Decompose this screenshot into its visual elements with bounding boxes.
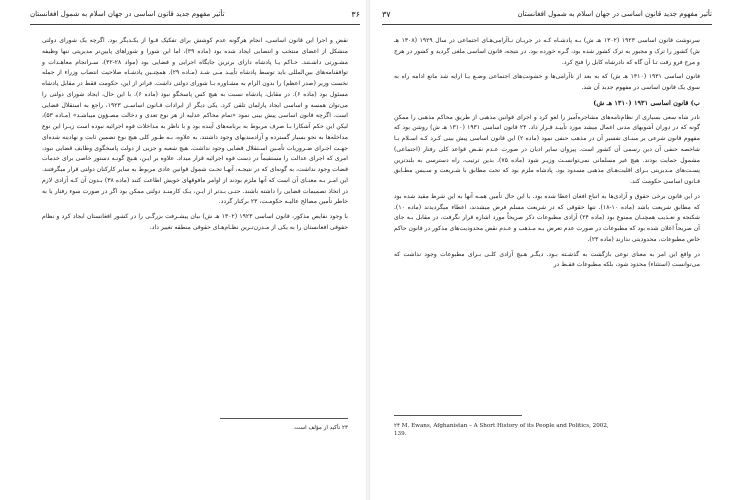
footnote: ۲۳ تأکید از مؤلف است. (293, 425, 348, 431)
paragraph: قانون اساسی ۱۹۳۱ (۱۳۱۰ هـ ش) که به بعد از ناآرامی‌ها و خشونت‌های اجتماعی وضـع یـا ارایه شد مانع ادامه راه به سوی یک قانون اساسی در مفهوم جدید آن شد. (394, 73, 700, 91)
footnote-rule (220, 418, 348, 419)
header-rule (30, 24, 360, 25)
header-rule (382, 24, 712, 25)
paragraph: در این قانون برخی حقوق و آزادی‌ها به اتباع افغان اعطا شده بود. با این حال تأمین همـه آنها به این شرط مقید شده بود که مطابق شریعت باشد (ماده ۱۰-۱۸). تنها حقوقی که در شریعت مسلم فرض میشدند، اعطاء میگردیدند (ماده ۱۰). شکنجه و تعـذیب همچنـان ممنوع بود (ماده ۲۴) آزادی مطبوعات ذکر صریحاً مورد اشاره قرار نگرفت، در مقابل بـه جای آن صریحاً اعلان شده بود که مطبوعات در صورت عدم تعرض بـه مـذهب و عـدم نقض محدودیت‌های مذکور در قانون حاکم خاص مطبوعات، محدودیتی ندارند (ماده ۲۳). (394, 192, 700, 243)
paragraph: در واقع این امر به معنای نوعی بازگشت به گذشـته بـود. دیگـر هـیچ آزادی کلـی بـرای مطبوعات وجود نداشت که می‌توانست (استثناء) محدود شود، بلکه مطبوعات فقـط در (394, 250, 700, 269)
book-gutter (366, 0, 370, 500)
footnote (394, 422, 700, 438)
running-title: تأثیر مفهوم جدید قانون اساسی در جهان اسلام به شمول افغانستان (30, 10, 225, 18)
right-page (372, 0, 722, 500)
left-page-body (42, 36, 348, 238)
page-number: ۳۶ (351, 10, 360, 19)
paragraph: با وجود نقایص مذکور، قانون اساسی ۱۹۲۳ (۱۳۰۲ هـ ش) بیان پیشـرفت بزرگـی را در کشور افغانستان ایجاد کرد و نظام حقوقی افغانستان را به یکی از مـدرن‌تـرین نظـام‌هـای حقوقی منطقه تغییر داد. (42, 213, 348, 231)
paragraph: نقض و اجرا این قانون اساسی، انجام هرگونه عدم کوشش برای تفکیک قـوا از یکـدیگر بود. اگرچه یک شورای دولتی متشکل از اعضای منتخب و انتصابی ایجاد شده بود (ماده ۳۹)، اما این شورا و شوراهای پایین‌تر مدیریتی تنها وظیفه مشـورتی داشـتند. حـاکم یـا پادشاه دارای برترین جایگاه اجرایی و قضایی بود (مواد ۲۸-۳۲)، سـراتجام معاهـدات و توافقنامه‌های بین‌المللی باید توسط پادشاه تأییـد مـی شـد (مـاده ۲۹). همچنـین پادشـاه صلاحیت انتصاب وزراء از جمله نخست وزیر (صدر اعظم) را بدون الزام به مشـاوره بـا شورای دولتی داشت. فراتر از این، حکومت فقط در مقابل پادشاه مسئول بود (ماده ۶). در مقابل، پادشاه نسبت به هیچ کس پاسخگو نبود (ماده ۶). با این حال، ایجاد شورای دولتی را می‌توان همسه و اساسی ایجاد پارلمان تلقی کرد. یکی دیگر از ایرادات قـانون اساسـی ۱۹۲۳، راجع به استقلال قضایی است. اگرچه قانون اساسی پیش بینی نمود «تمام محاکم عدلیه از هر نوع تعدی و دخالت مصـؤون میباشـد» (مـاده ۵۳)، لیکن این حکم آشکارا بـا صرف مربوط به برنامه‌های آینده بود و با ناظر به مداخلات قوه اجرائیه نبوده است زیـرا این نوع مداخله‌ها به نحو بسیار گسترده و آزادمندیهای وجود داشتند. به علاوه، بـه طـور کلی هیچ نوع تضمین ثابت و نهادینه شده‌ای جهـت اجـرای ضـروریات تأمـین اسـتقلال قضایی وجود نداشت. هیچ شعبه و جزیی از دولت پاسخگوی وظایف قضایی نبود، امری که اجرای عدالت را مستقیماً در دست قوه اجرائیه قرار میداد. علاوه بر ایـن، هـیچ گونـه دستور خاصی برای خدمات قضات وجود نداشت، به گونه‌ای که در نتیجـه، آنهـا تحـت شمول قوانین عادی مربوط به سایر کارکنان دولتی قرار میگرفتند. این امـر بـه معنـای آن است که آنها ملزم بودند از اوامر مافوقهای خویش اطاعت کنند (ماده ۳۸) بـدون آن کـه آزادی لازم در اتخاذ تصمیمات قضایی را داشته باشند. حتـی بـدتر از ایـن، یـک کارمنـد دولتی ممکن بود اگر در صورت سوء رفتار یا به خاطر تأمین مصالح عالیـه حکومـت، ۲۳ برکنار گردد. (42, 37, 348, 206)
footnote-page: 139. (394, 431, 407, 437)
left-page (20, 0, 370, 500)
footnote-rule (394, 415, 522, 416)
right-page-header (382, 10, 712, 24)
paragraph: سرنوشت قانون اساسی ۱۹۲۳ (۱۳۰۲ هـ ش) بـه پادشـاه کـه در جریـان نـاآرامی‌هـای اجتماعی در سال ۱۹۲۹ (۱۳۰۸ هـ ش) کشور را ترک و مجبور به ترک کشور شده بود، گـره خورده بود. در نتیجه، قانون اساسی ملغی گردید و کشور در هرج و مرج فرو رفت تـا آن گاه که نادرشاه کابل را فتح کرد. (394, 37, 700, 66)
running-title: تأثیر مفهوم جدید قانون اساسی در جهان اسلام به شمول افغانستان (517, 10, 712, 18)
section-heading: ب) قانون اساسی ۱۹۳۱ (۱۳۱۰ هـ ش) (593, 98, 700, 107)
paragraph: نادر شاه سعی بسیاری از نظام‌نامه‌های مشاجره‌آمیز را لغو کرد و اجرای قوانین مذهبی از طریق محاکم مذهبی را ممکن گونه که در دوران آشوبهای مدنی اعمال میشد مورد تأییـد قـرار داد. ۲۴ قانون اساسی ۱۹۳۱ (۱۳۱۰ هـ ش) روشن بود که مفهوم قانون شرعی بر مبنـای تفسیر آن در مذهب حنفی نمود (ماده ۲) این قانون اساسی پیش بینی کـرد کـه اسـلام بـا شاخصه حنفی آن دین رسمی آن کشور است. پیروان سایر ادیان در صورت عـدم نقـض قواعد کلی رفتار (اجتماعی) مشمول حمایت بودند. هیچ غیر مسلمانی نمی‌توانسـت وزیـر شود (ماده ۷۵). بدین ترتیب، راه دسترسی به بلندترین پسـت‌های مـدیریتی بـرای اقلیت‌هـای مذهبی مسدود بود. پادشاه ملزم بود که تحت مطابق با شـریعت و سـیس مطـابق قـانون اساسی حکومت کند. (394, 113, 700, 185)
right-page-body (394, 36, 700, 275)
page-number: ۳۷ (382, 10, 391, 19)
footnote-citation: M. Ewans, Afghanistan – A Short History of its People and Politics, 2002, (401, 423, 609, 429)
footnote-marker: ۲۴ (394, 423, 401, 429)
left-page-header (30, 10, 360, 24)
